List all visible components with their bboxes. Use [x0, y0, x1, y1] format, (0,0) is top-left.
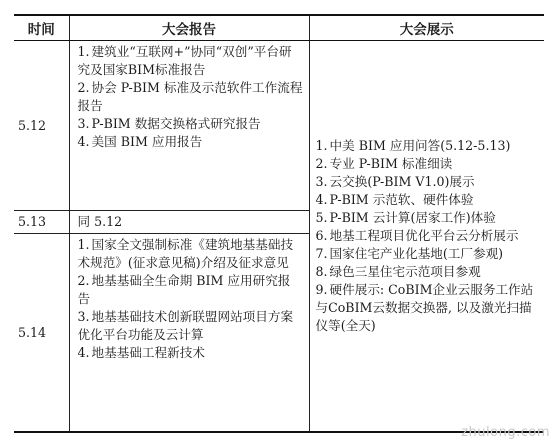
schedule-table-container — [14, 14, 544, 433]
report-item: 4. 地基基础工程新技术 — [77, 345, 205, 360]
showcase-item: 6. 地基工程项目优化平台云分析展示 — [315, 228, 519, 243]
schedule-table — [14, 14, 544, 433]
report-item: 2. 地基基础全生命期 BIM 应用研究报告 — [77, 273, 291, 306]
header-time: 时间 — [14, 15, 69, 41]
showcase-item: 5. P-BIM 云计算(居家工作)体验 — [315, 210, 496, 225]
report-item: 3. P-BIM 数据交换格式研究报告 — [77, 116, 261, 131]
table-row — [14, 41, 544, 211]
header-report: 大会报告 — [69, 15, 309, 41]
report-item: 4. 美国 BIM 应用报告 — [77, 134, 203, 149]
report-item: 3. 地基基础技术创新联盟网站项目方案优化平台功能及云计算 — [77, 309, 294, 342]
report-item: 1. 国家全文强制标准《建筑地基基础技术规范》(征求意见稿)介绍及征求意见 — [77, 237, 294, 270]
showcase-item: 4. P-BIM 示范软、硬件体验 — [315, 192, 474, 207]
date-cell: 5.13 — [14, 211, 69, 234]
watermark: zhulong.com — [461, 425, 550, 440]
showcase-item: 8. 绿色三星住宅示范项目参观 — [315, 264, 481, 279]
report-cell — [69, 234, 309, 433]
report-cell — [69, 41, 309, 211]
report-item: 1. 建筑业“互联网+”协同“双创”平台研究及国家BIM标准报告 — [77, 44, 292, 77]
date-cell: 5.12 — [14, 41, 69, 211]
showcase-item: 9. 硬件展示: CoBIM企业云服务工作站与CoBIM云数据交换器, 以及激光扫描仪等(全天) — [315, 282, 534, 333]
date-cell: 5.14 — [14, 234, 69, 433]
report-cell-same: 同 5.12 — [69, 211, 309, 234]
showcase-item: 2. 专业 P-BIM 标准细读 — [315, 156, 453, 171]
showcase-item: 3. 云交换(P-BIM V1.0)展示 — [315, 174, 475, 189]
showcase-cell — [309, 41, 544, 433]
report-item: 2. 协会 P-BIM 标准及示范软件工作流程报告 — [77, 80, 303, 113]
header-showcase: 大会展示 — [309, 15, 544, 41]
showcase-item: 7. 国家住宅产业化基地(工厂参观) — [315, 246, 504, 261]
header-row — [14, 15, 544, 41]
showcase-item: 1. 中美 BIM 应用问答(5.12-5.13) — [315, 138, 511, 153]
